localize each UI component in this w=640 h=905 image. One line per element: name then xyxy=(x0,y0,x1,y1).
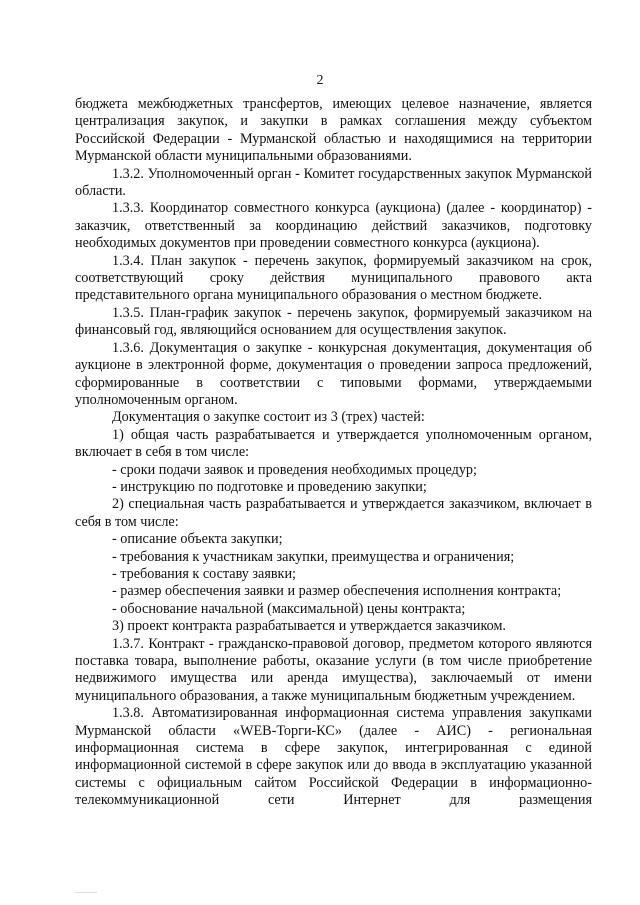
page-number: 2 xyxy=(316,73,324,88)
list-item-general-part: 1) общая часть разрабатывается и утверждается уполномоченным органом, включает в себя в том числе: xyxy=(75,426,592,461)
scan-edge-mark xyxy=(75,892,97,899)
list-item-deadlines: - сроки подачи заявок и проведения необходимых процедур; xyxy=(112,461,477,478)
list-item-contract-draft: 3) проект контракта разрабатывается и утверждается заказчиком. xyxy=(112,618,506,635)
list-item-special-part: 2) специальная часть разрабатывается и утверждается заказчиком, включает в себя в том числе: xyxy=(75,496,592,530)
paragraph-1-3-8: 1.3.8. Автоматизированная информационная система управления закупками Мурманской области «WEB-Торги-КС» (далее - АИС) - региональная информационная система в сфере закупок, интегрированная с единой информационной системой в сфере закупок или до ввода в эксплуатацию указанной системы с официальным сайтом Российской Федерации в информационно-телекоммуникационной сети Интернет для размещения xyxy=(75,705,592,809)
list-item-price-justification: - обоснование начальной (максимальной) цены контракта; xyxy=(112,600,466,617)
list-item-participant-requirements: - требования к участникам закупки, преимущества и ограничения; xyxy=(112,548,515,565)
paragraph-budget-transfers: бюджета межбюджетных трансфертов, имеющих целевое назначение, является централизация закупок, и закупки в рамках соглашения между субъектом Российской Федерации - Мурманской областью и находящимися на территории Мурманской области муниципальными образованиями. xyxy=(75,96,592,165)
document-body xyxy=(75,96,592,810)
list-item-security-amount: - размер обеспечения заявки и размер обеспечения исполнения контракта; xyxy=(112,583,562,600)
list-item-object-description: - описание объекта закупки; xyxy=(112,531,283,548)
paragraph-1-3-7: 1.3.7. Контракт - гражданско-правовой договор, предметом которого являются поставка товара, выполнение работы, оказание услуги (в том числе приобретение недвижимого имущества или аренда имущества), заключаемый от имени муниципального образования, а также муниципальным бюджетным учреждением. xyxy=(75,635,592,704)
list-item-application-requirements: - требования к составу заявки; xyxy=(112,565,296,582)
list-item-instructions: - инструкцию по подготовке и проведению закупки; xyxy=(112,478,427,495)
paragraph-1-3-4: 1.3.4. План закупок - перечень закупок, формируемый заказчиком на срок, соответствующий сроку действия муниципального правового акта представительного органа муниципального образования о местном бюджете. xyxy=(75,252,592,304)
paragraph-1-3-3: 1.3.3. Координатор совместного конкурса (аукциона) (далее - координатор) - заказчик, ответственный за координацию действий заказчиков, подготовку необходимых документов при проведении совместного конкурса (аукциона). xyxy=(75,200,592,252)
paragraph-documentation-parts: Документация о закупке состоит из 3 (трех) частей: xyxy=(112,409,425,426)
paragraph-1-3-6: 1.3.6. Документация о закупке - конкурсная документация, документация об аукционе в электронной форме, документация о проведении запроса предложений, сформированные в соответствии с типовыми формами, утверждаемыми уполномоченным органом. xyxy=(75,339,592,408)
paragraph-1-3-5: 1.3.5. План-график закупок - перечень закупок, формируемый заказчиком на финансовый год, являющийся основанием для осуществления закупок. xyxy=(75,304,592,339)
paragraph-1-3-2: 1.3.2. Уполномоченный орган - Комитет государственных закупок Мурманской области. xyxy=(75,165,592,200)
